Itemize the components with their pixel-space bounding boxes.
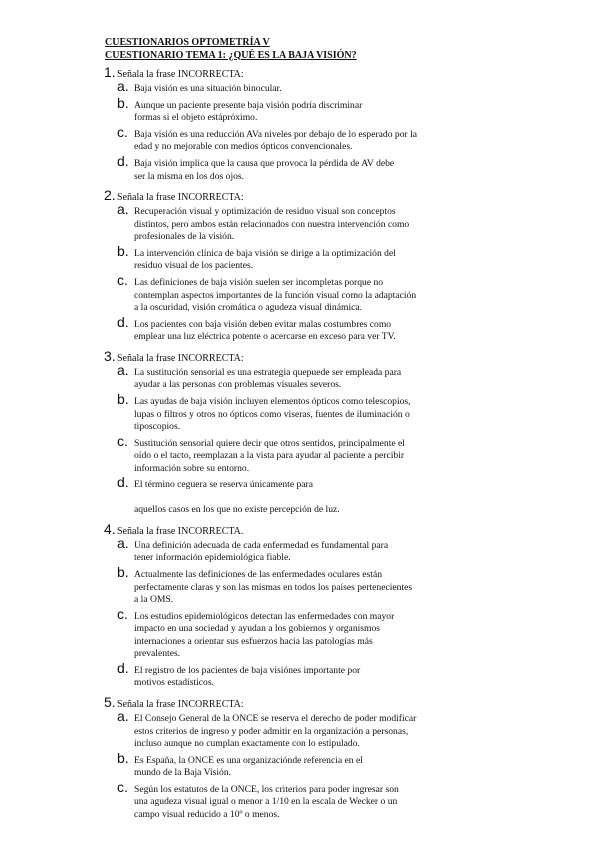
option-text-line: profesionales de la visión. — [134, 231, 235, 243]
answer-option — [104, 201, 450, 243]
option-text-line — [134, 492, 450, 504]
answer-option — [104, 313, 450, 344]
option-letter: b. — [117, 243, 129, 260]
answer-option — [104, 124, 450, 154]
option-text-line: emplear una luz eléctrica potente o acercarse en exceso para ver TV. — [134, 331, 396, 343]
option-text-line: una agudeza visual igual o menor a 1/10 en la escala de Wecker o un — [134, 796, 398, 808]
question-header — [104, 348, 450, 367]
answer-option — [104, 474, 450, 516]
question-5 — [104, 694, 450, 821]
option-text-line: motivos estadísticos. — [134, 677, 214, 689]
option-letter: b. — [117, 564, 129, 581]
question-header — [104, 694, 450, 713]
answer-option — [104, 78, 450, 95]
option-letter: c. — [117, 272, 128, 289]
option-text-line: edad y no mejorable con medios ópticos convencionales. — [134, 141, 353, 153]
option-letter: a. — [117, 535, 129, 552]
answer-option — [104, 708, 450, 750]
question-prompt: Señala la frase INCORRECTA. — [117, 526, 244, 538]
option-text-line: Los estudios epidemiológicos detectan las enfermedades con mayor — [134, 610, 395, 622]
option-text-line: Baja visión es una reducción AVa niveles por debajo de lo esperado por la — [134, 129, 418, 140]
answer-option — [104, 535, 450, 565]
answer-option — [104, 749, 450, 780]
question-prompt: Señala la frase INCORRECTA: — [117, 699, 244, 711]
option-text-line: Aunque un paciente presente baja visión podría discriminar — [134, 99, 363, 111]
answer-option — [104, 94, 450, 125]
option-text-line: incluso aunque no cumplan exactamente con lo estipulado. — [134, 737, 360, 749]
option-text-line: información sobre su entorno. — [134, 462, 250, 474]
answer-option — [104, 432, 450, 475]
question-header — [104, 521, 450, 540]
option-text-line: La intervención clínica de baja visión se dirige a la optimización del — [134, 248, 396, 260]
option-text-line: residuo visual de los pacientes. — [134, 260, 254, 272]
answer-option — [104, 391, 450, 433]
option-text-line: impacto en una sociedad y ayudan a los gobiernos y organismos — [134, 623, 381, 635]
option-text-line: ser la misma en los dos ojos. — [134, 170, 245, 182]
option-letter: a. — [117, 362, 129, 379]
question-header — [104, 64, 450, 83]
option-text-line: formas si el objeto estápróximo. — [134, 112, 258, 124]
question-number: 3. — [104, 348, 116, 365]
option-text-line: Una definición adecuada de cada enfermedad es fundamental para — [134, 540, 389, 552]
answer-option — [104, 243, 450, 273]
option-text-line: Es España, la ONCE es una organizaciónde referencia en el — [134, 754, 363, 766]
option-text-line: Baja visión implica que la causa que provoca la pérdida de AV debe — [134, 158, 395, 170]
question-number: 4. — [104, 521, 116, 538]
question-4 — [104, 521, 450, 690]
option-text-line: El Consejo General de la ONCE se reserva el derecho de poder modificar — [134, 713, 417, 725]
option-text-line: La sustitución sensorial es una estrategia quepuede ser empleada para — [134, 367, 402, 379]
question-header — [104, 187, 450, 206]
option-text-line: distintos, pero ambos están relacionados con nuestra intervención como — [134, 218, 410, 230]
option-letter: b. — [117, 391, 129, 408]
question-list — [104, 64, 450, 826]
option-text-line: oído o el tacto, reemplazan a la vista para ayudar al paciente a percibir — [134, 450, 405, 462]
option-letter: a. — [117, 78, 129, 94]
option-letter: c. — [117, 605, 128, 622]
answer-option — [104, 605, 450, 661]
question-1 — [104, 64, 450, 183]
answer-option — [104, 153, 450, 183]
option-letter: a. — [117, 708, 129, 725]
questionnaire-title: CUESTIONARIO TEMA 1: ¿QUÉ ES LA BAJA VISIÓN? — [105, 49, 357, 61]
option-letter: b. — [117, 749, 129, 766]
option-letter: b. — [117, 94, 129, 111]
question-number: 2. — [104, 187, 116, 204]
option-text-line: a la oscuridad, visión cromática o agudeza visual dinámica. — [134, 302, 363, 314]
option-letter: c. — [117, 778, 128, 795]
option-text-line: estos criterios de ingreso y poder admitir en la organización a personas, — [134, 725, 409, 737]
question-prompt: Señala la frase INCORRECTA: — [117, 69, 244, 80]
option-text-line: Los pacientes con baja visión deben evitar malas costumbres como — [134, 318, 392, 330]
answer-option — [104, 564, 450, 606]
option-letter: d. — [117, 474, 129, 491]
option-letter: d. — [117, 153, 129, 170]
option-text-line: campo visual reducido a 10º o menos. — [134, 808, 280, 820]
answer-option — [104, 362, 450, 392]
option-text-line: Las definiciones de baja visión suelen ser incompletas porque no — [134, 277, 384, 289]
option-letter: c. — [117, 124, 128, 140]
option-text-line: aquellos casos en los que no existe percepción de luz. — [134, 504, 340, 516]
option-text-line: internaciones a orientar sus esfuerzos hacia las patologías más — [134, 635, 373, 647]
option-letter: c. — [117, 432, 128, 449]
document-title: CUESTIONARIOS OPTOMETRÍA V — [105, 37, 270, 48]
question-number: 1. — [104, 64, 116, 80]
option-letter: a. — [117, 201, 129, 218]
option-text-line: Según los estatutos de la ONCE, los criterios para poder ingresar son — [134, 783, 399, 795]
answer-option — [104, 272, 450, 314]
option-text-line: El término ceguera se reserva únicamente para — [134, 479, 313, 491]
option-text-line: ayudar a las personas con problemas visuales severos. — [134, 379, 342, 391]
option-letter: d. — [117, 313, 129, 330]
document-header — [105, 37, 357, 62]
question-2 — [104, 187, 450, 343]
option-text-line: prevalentes. — [134, 648, 181, 660]
option-text-line: Baja visión es una situación binocular. — [134, 83, 282, 94]
option-text-line: tiposcopios. — [134, 421, 181, 433]
option-text-line: Las ayudas de baja visión incluyen elementos ópticos como telescopios, — [134, 396, 411, 408]
option-text-line: tener información epidemiológica fiable. — [134, 552, 291, 564]
option-text-line: contemplan aspectos importantes de la función visual como la adaptación — [134, 289, 417, 301]
option-text-line: Actualmente las definiciones de las enfermedades oculares están — [134, 569, 382, 581]
question-prompt: Señala la frase INCORRECTA: — [117, 353, 244, 365]
option-text-line: Sustitución sensorial quiere decir que otros sentidos, principalmente el — [134, 437, 405, 449]
question-number: 5. — [104, 694, 116, 711]
option-text-line: El registro de los pacientes de baja visiónes importante por — [134, 664, 361, 676]
answer-option — [104, 778, 450, 821]
option-text-line: perfectamente claras y son las mismas en todos los países pertenecientes — [134, 581, 413, 593]
question-prompt: Señala la frase INCORRECTA: — [117, 192, 244, 204]
option-text-line: lupas o filtros y otros no ópticos como viseras, fuentes de iluminación o — [134, 408, 410, 420]
option-letter: d. — [117, 659, 129, 676]
option-text-line: mundo de la Baja Visión. — [134, 767, 232, 779]
option-text-line: Recuperación visual y optimización de residuo visual son conceptos — [134, 206, 396, 218]
answer-option — [104, 659, 450, 690]
option-text-line: a la OMS. — [134, 594, 174, 606]
question-3 — [104, 348, 450, 517]
